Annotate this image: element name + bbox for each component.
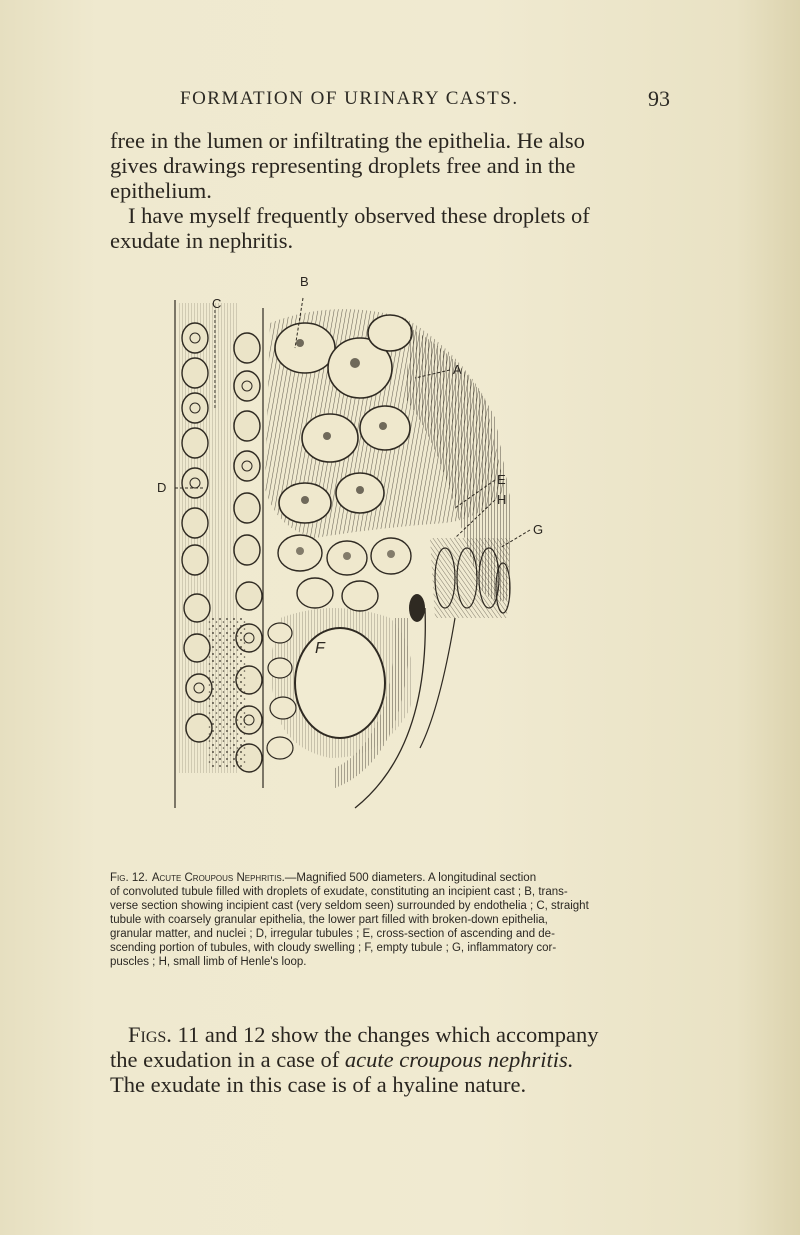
- paragraph-3-line1-rest: 11 and 12 show the changes which accompany: [171, 1022, 599, 1047]
- paragraph-2-line: I have myself frequently observed these droplets of: [128, 203, 590, 228]
- caption-line: verse section showing incipient cast (very seldom seen) surrounded by endothelia ; C, straight: [110, 900, 589, 912]
- page-number: 93: [648, 86, 670, 111]
- paragraph-3-line: The exudate in this case is of a hyaline nature.: [110, 1072, 527, 1097]
- caption-line: tubule with coarsely granular epithelia, the lower part filled with broken-down epithelia,: [110, 914, 548, 926]
- caption-fig-number: Fig. 12.: [110, 872, 148, 884]
- paragraph-2-line: exudate in nephritis.: [110, 228, 294, 253]
- paragraph-1-line: gives drawings representing droplets free and in the: [110, 153, 576, 178]
- disease-name: acute croupous nephritis.: [344, 1047, 574, 1072]
- figs-word: Figs.: [128, 1022, 172, 1047]
- paragraph-3-line: [110, 1047, 670, 1072]
- empty-tubule-F: [295, 628, 385, 738]
- caption-line: [110, 871, 656, 885]
- caption-line: of convoluted tubule filled with droplets of exudate, constituting an incipient cast ; B, trans-: [110, 886, 568, 898]
- figure-label-h: H: [497, 492, 507, 507]
- figure-caption: [110, 871, 656, 969]
- running-head: [135, 86, 670, 116]
- caption-line: scending portion of tubules, with cloudy swelling ; F, empty tubule ; G, inflammatory cor-: [110, 942, 557, 954]
- histology-figure: [155, 274, 565, 818]
- figure-label-g: G: [533, 522, 544, 537]
- paragraph-1-line: epithelium.: [110, 178, 212, 203]
- figure-label-c: C: [212, 296, 222, 311]
- figure-label-d: D: [157, 480, 167, 495]
- caption-line: granular matter, and nuclei ; D, irregular tubules ; E, cross-section of ascending and de-: [110, 928, 555, 940]
- cross-section-tubules-E: [278, 535, 411, 611]
- caption-line: puscles ; H, small limb of Henle's loop.: [110, 956, 307, 968]
- paragraph-3-line2-start: the exudation in a case of: [110, 1047, 345, 1072]
- paragraph-1: [110, 128, 670, 253]
- running-title: FORMATION OF URINARY CASTS.: [180, 88, 519, 109]
- figure-label-f: F: [315, 640, 325, 657]
- figure-label-e: E: [497, 472, 506, 487]
- caption-line-text: —Magnified 500 diameters. A longitudinal section: [284, 872, 537, 884]
- figure-label-a: A: [453, 362, 462, 377]
- paragraph-1-line: free in the lumen or infiltrating the epithelia. He also: [110, 128, 585, 153]
- paragraph-3: [110, 1022, 670, 1097]
- paragraph-3-line: [110, 1022, 670, 1047]
- caption-fig-title: Acute Croupous Nephritis.: [151, 872, 285, 884]
- figure-label-b: B: [300, 274, 309, 289]
